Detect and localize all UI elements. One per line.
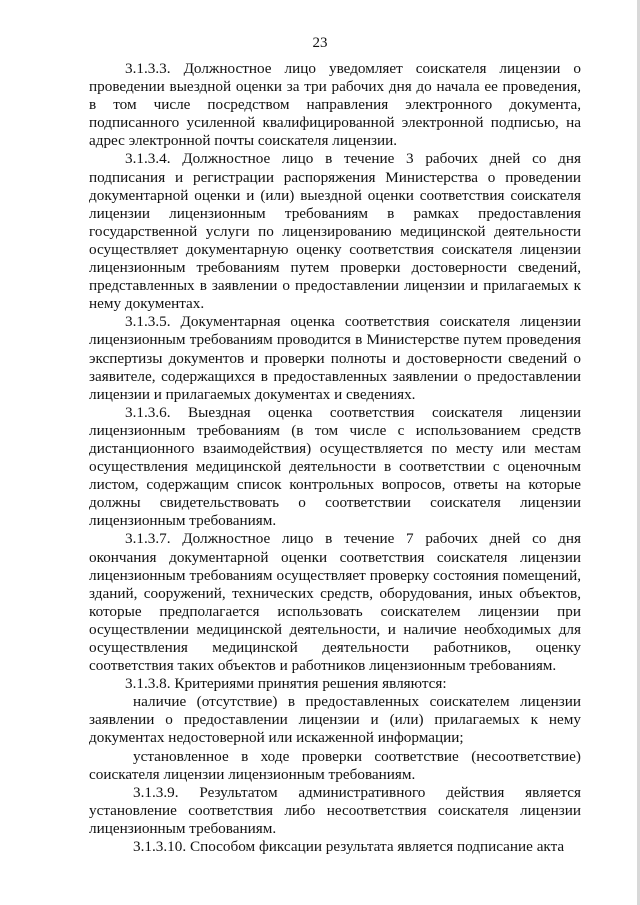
- document-body: [89, 60, 581, 856]
- criterion-item-2: установленное в ходе проверки соответствие (несоответствие) соискателя лицензии лицензионным требованиям.: [89, 747, 581, 783]
- paragraph-3-1-3-6: 3.1.3.6. Выездная оценка соответствия соискателя лицензии лицензионным требованиям (в том числе с использованием средств дистанционного взаимодействия) осуществляется по месту или местам осуществления медицинской деятельности в соответствии с оценочным листом, содержащим список контрольных вопросов, ответы на которые должны свидетельствовать о соответствии соискателя лицензии лицензионным требованиям.: [89, 403, 581, 530]
- paragraph-3-1-3-7: 3.1.3.7. Должностное лицо в течение 7 рабочих дней со дня окончания документарной оценки соответствия соискателя лицензии лицензионным требованиям осуществляет проверку состояния помещений, зданий, сооружений, технических средств, оборудования, иных объектов, которые предполагается использовать соискателем лицензии при осуществлении медицинской деятельности, и наличие необходимых для осуществления медицинской деятельности работников, оценку соответствия таких объектов и работников лицензионным требованиям.: [89, 530, 581, 675]
- criterion-item-1: наличие (отсутствие) в предоставленных соискателем лицензии заявлении о предоставлении лицензии и (или) прилагаемых к нему документах недостоверной или искаженной информации;: [89, 693, 581, 747]
- paragraph-3-1-3-8: 3.1.3.8. Критериями принятия решения являются:: [125, 675, 447, 693]
- page-number: 23: [312, 35, 328, 51]
- paragraph-3-1-3-3: 3.1.3.3. Должностное лицо уведомляет соискателя лицензии о проведении выездной оценки за три рабочих дня до начала ее проведения, в том числе посредством направления электронного документа, подписанного усиленной квалифицированной электронной подписью, на адрес электронной почты соискателя лицензии.: [89, 60, 581, 150]
- paragraph-3-1-3-5: 3.1.3.5. Документарная оценка соответствия соискателя лицензии лицензионным требованиям проводится в Министерстве путем проведения экспертизы документов и проверки полноты и достоверности сведений о заявителе, содержащихся в предоставленных заявлении о предоставлении лицензии и прилагаемых документах и сведениях.: [89, 313, 581, 403]
- paragraph-3-1-3-4: 3.1.3.4. Должностное лицо в течение 3 рабочих дней со дня подписания и регистрации распоряжения Министерства о проведении документарной оценки и (или) выездной оценки соответствия соискателя лицензии лицензионным требованиям в рамках предоставления государственной услуги по лицензированию медицинской деятельности осуществляет документарную оценку соответствия соискателя лицензии лицензионным требованиям путем проверки достоверности сведений, представленных в заявлении о предоставлении лицензии и прилагаемых к нему документах.: [89, 150, 581, 313]
- paragraph-3-1-3-10: 3.1.3.10. Способом фиксации результата является подписание акта: [133, 838, 565, 856]
- paragraph-3-1-3-9: 3.1.3.9. Результатом административного действия является установление соответствия либо несоответствия соискателя лицензии лицензионным требованиям.: [89, 783, 581, 837]
